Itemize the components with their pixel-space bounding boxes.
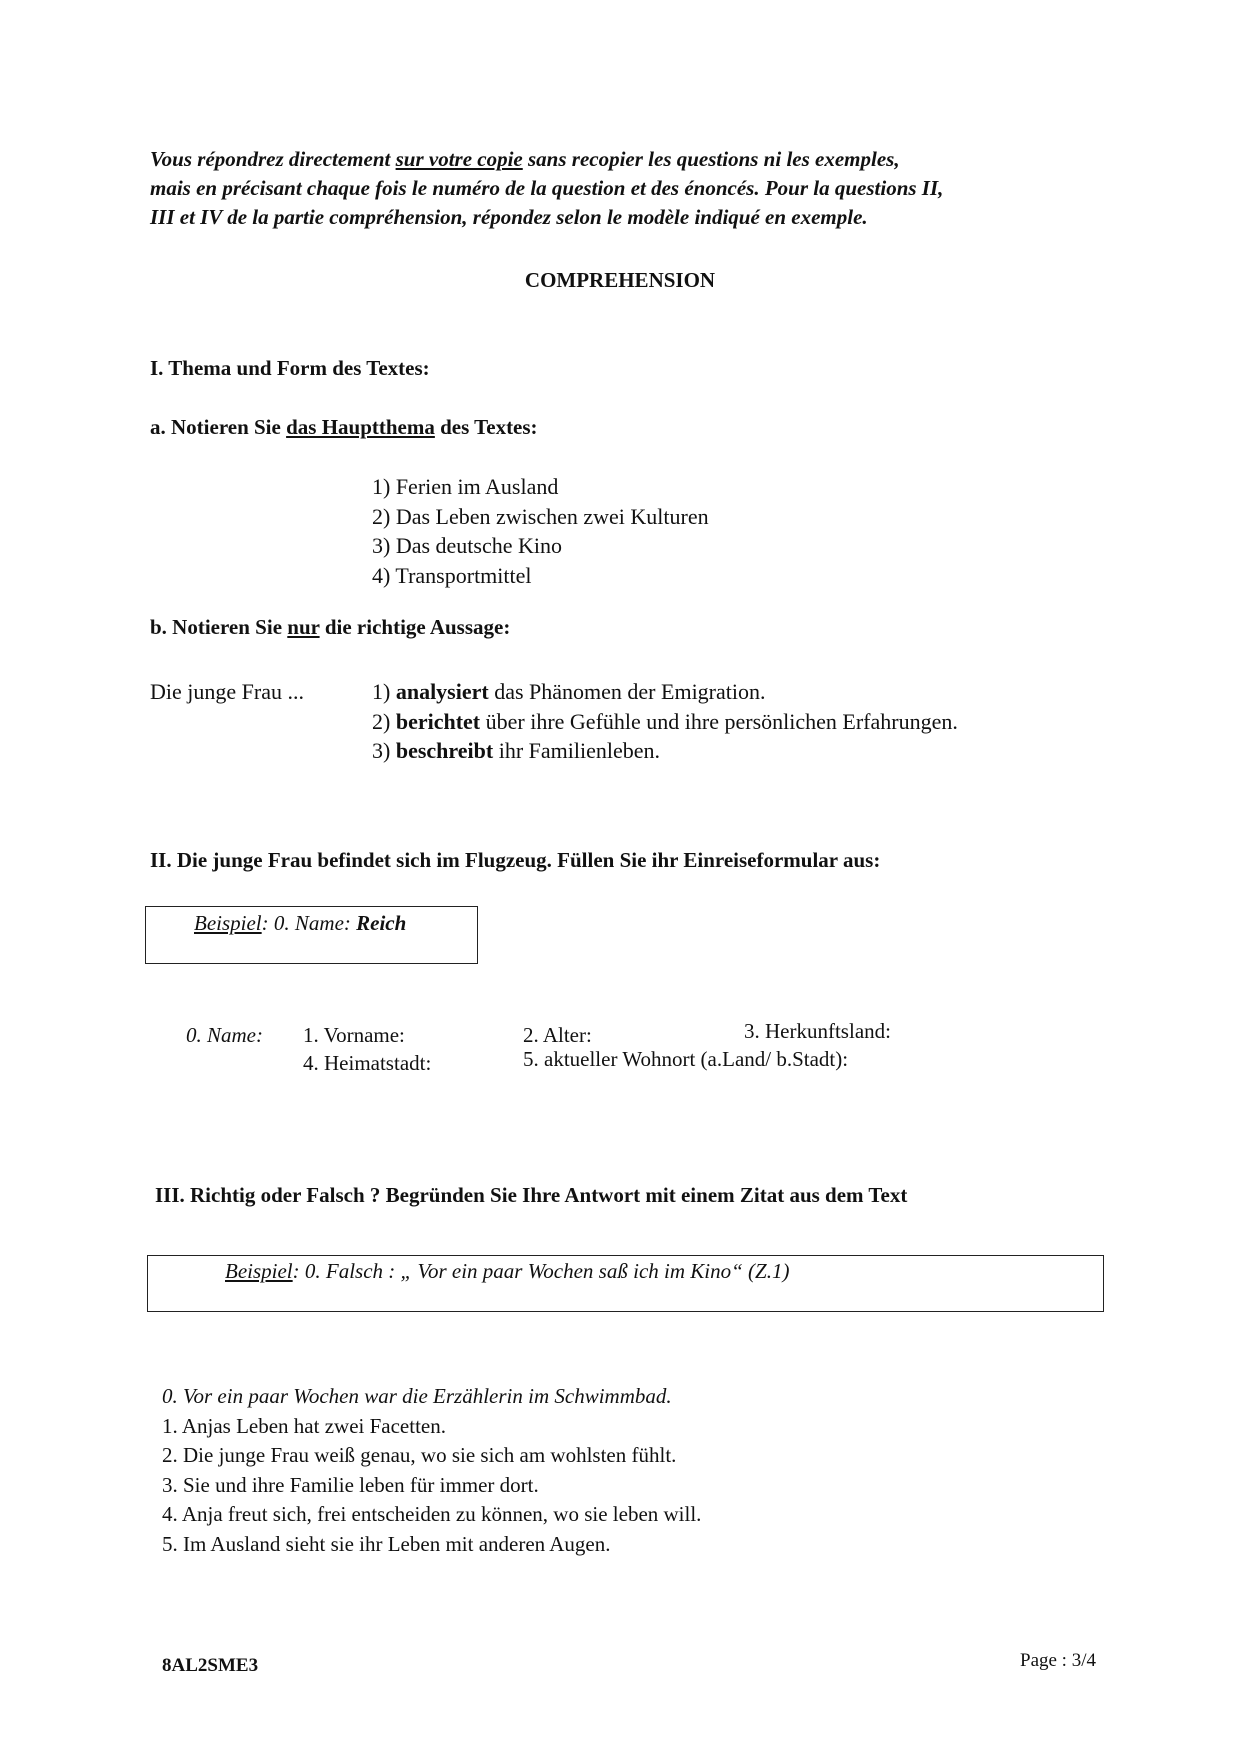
part1b-options [372, 677, 958, 766]
part1a-question: a. Notieren Sie das Hauptthema des Textes: [150, 415, 538, 439]
part1a-options [372, 472, 709, 590]
part1b-question: b. Notieren Sie nur die richtige Aussage: [150, 615, 511, 639]
statement: 4. Anja freut sich, frei entscheiden zu können, wo sie leben will. [162, 1502, 702, 1526]
field-name: 0. Name: [186, 1023, 263, 1047]
part3-statements [162, 1382, 701, 1559]
instruction-line-3: III et IV de la partie compréhension, répondez selon le modèle indiqué en exemple. [150, 205, 868, 229]
option: 1) Ferien im Ausland [372, 474, 559, 499]
statement: 1. Anjas Leben hat zwei Facetten. [162, 1413, 446, 1438]
statement: 0. Vor ein paar Wochen war die Erzählerin im Schwimmbad. [162, 1384, 672, 1408]
underlined-phrase: sur votre copie [395, 147, 523, 171]
instructions [150, 145, 1100, 232]
footer-code: 8AL2SME3 [162, 1655, 259, 1676]
statement: 2. Die junge Frau weiß genau, wo sie sich am wohlsten fühlt. [162, 1443, 677, 1467]
part2-heading: II. Die junge Frau befindet sich im Flugzeug. Füllen Sie ihr Einreiseformular aus: [150, 848, 881, 872]
part1b-stem: Die junge Frau ... [150, 679, 304, 704]
section-title: COMPREHENSION [524, 268, 716, 292]
part3-example-box [147, 1255, 1104, 1312]
field-vorname: 1. Vorname: [303, 1023, 405, 1047]
option: 3) beschreibt ihr Familienleben. [372, 738, 660, 763]
field-herkunftsland: 3. Herkunftsland: [744, 1019, 891, 1043]
part3-example: Beispiel: 0. Falsch : „ Vor ein paar Wochen saß ich im Kino“ (Z.1) [225, 1259, 790, 1283]
instruction-line-2: mais en précisant chaque fois le numéro de la question et des énoncés. Pour la questions II, [150, 176, 944, 200]
option: 2) Das Leben zwischen zwei Kulturen [372, 503, 709, 529]
field-wohnort: 5. aktueller Wohnort (a.Land/ b.Stadt): [523, 1047, 849, 1071]
page-number: Page : 3/4 [1020, 1650, 1096, 1671]
statement: 5. Im Ausland sieht sie ihr Leben mit anderen Augen. [162, 1531, 611, 1556]
part3-heading: III. Richtig oder Falsch ? Begründen Sie Ihre Antwort mit einem Zitat aus dem Text [155, 1183, 908, 1207]
option: 4) Transportmittel [372, 562, 532, 588]
part2-example: Beispiel: 0. Name: Reich [194, 911, 407, 935]
statement: 3. Sie und ihre Familie leben für immer dort. [162, 1472, 539, 1497]
part2-example-box [145, 906, 478, 964]
option: 1) analysiert das Phänomen der Emigration. [372, 679, 766, 704]
option: 2) berichtet über ihre Gefühle und ihre persönlichen Erfahrungen. [372, 708, 958, 734]
part1-heading: I. Thema und Form des Textes: [150, 356, 430, 380]
instruction-line-1: Vous répondrez directement sur votre copie sans recopier les questions ni les exemples, [150, 147, 900, 171]
field-heimatstadt: 4. Heimatstadt: [303, 1051, 432, 1075]
option: 3) Das deutsche Kino [372, 533, 563, 558]
field-alter: 2. Alter: [523, 1023, 592, 1047]
